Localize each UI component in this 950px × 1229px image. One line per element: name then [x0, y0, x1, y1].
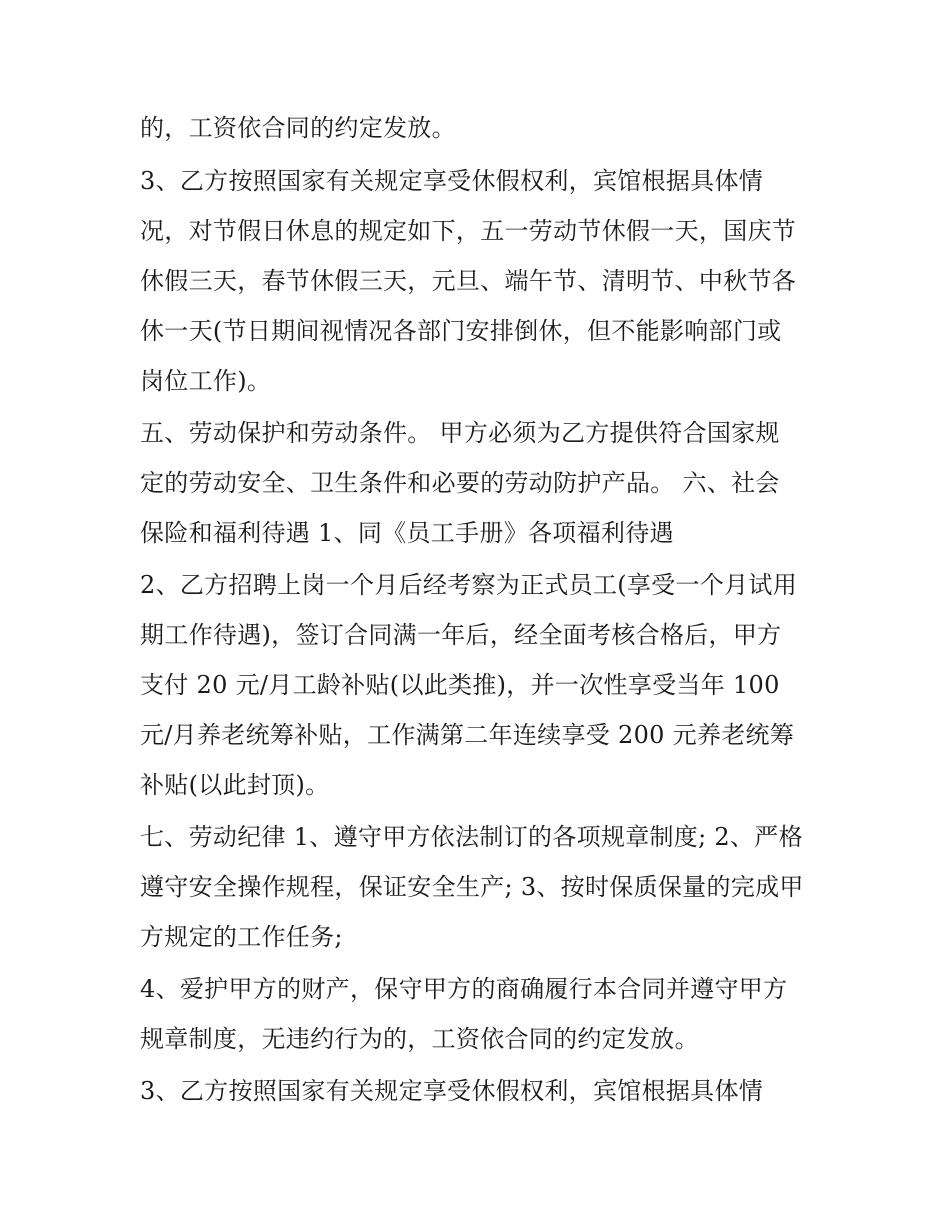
text-line: 岗位工作)。 [140, 367, 272, 395]
text-line: 3、乙方按照国家有关规定享受休假权利，宾馆根据具体情 [140, 167, 764, 195]
text-line: 3、乙方按照国家有关规定享受休假权利，宾馆根据具体情 [140, 1077, 764, 1105]
text-line: 七、劳动纪律 1、遵守甲方依法制订的各项规章制度; 2、严格 [140, 823, 803, 851]
text-line: 方规定的工作任务; [140, 923, 343, 951]
text-line: 况，对节假日休息的规定如下，五一劳动节休假一天，国庆节 [140, 217, 797, 245]
text-line: 期工作待遇)，签订合同满一年后，经全面考核合格后，甲方 [140, 621, 782, 649]
text-line: 保险和福利待遇 1、同《员工手册》各项福利待遇 [140, 519, 674, 547]
text-line: 元/月养老统筹补贴，工作满第二年连续享受 200 元养老统筹 [140, 721, 795, 749]
text-line: 2、乙方招聘上岗一个月后经考察为正式员工(享受一个月试用 [140, 571, 798, 599]
text-line: 定的劳动安全、卫生条件和必要的劳动防护产品。 六、社会 [140, 469, 780, 497]
text-line: 支付 20 元/月工龄补贴(以此类推)，并一次性享受当年 100 [140, 671, 780, 699]
text-line: 休假三天，春节休假三天，元旦、端午节、清明节、中秋节各 [140, 267, 797, 295]
text-line: 休一天(节日期间视情况各部门安排倒休，但不能影响部门或 [140, 317, 782, 345]
text-line: 4、爱护甲方的财产，保守甲方的商确履行本合同并遵守甲方 [140, 975, 788, 1003]
text-line: 五、劳动保护和劳动条件。 甲方必须为乙方提供符合国家规 [140, 419, 780, 447]
text-line: 规章制度，无违约行为的，工资依合同的约定发放。 [140, 1025, 699, 1053]
text-line: 补贴(以此封顶)。 [140, 771, 330, 799]
text-line: 的，工资依合同的约定发放。 [140, 114, 456, 142]
text-line: 遵守安全操作规程，保证安全生产; 3、按时保质保量的完成甲 [140, 873, 804, 901]
